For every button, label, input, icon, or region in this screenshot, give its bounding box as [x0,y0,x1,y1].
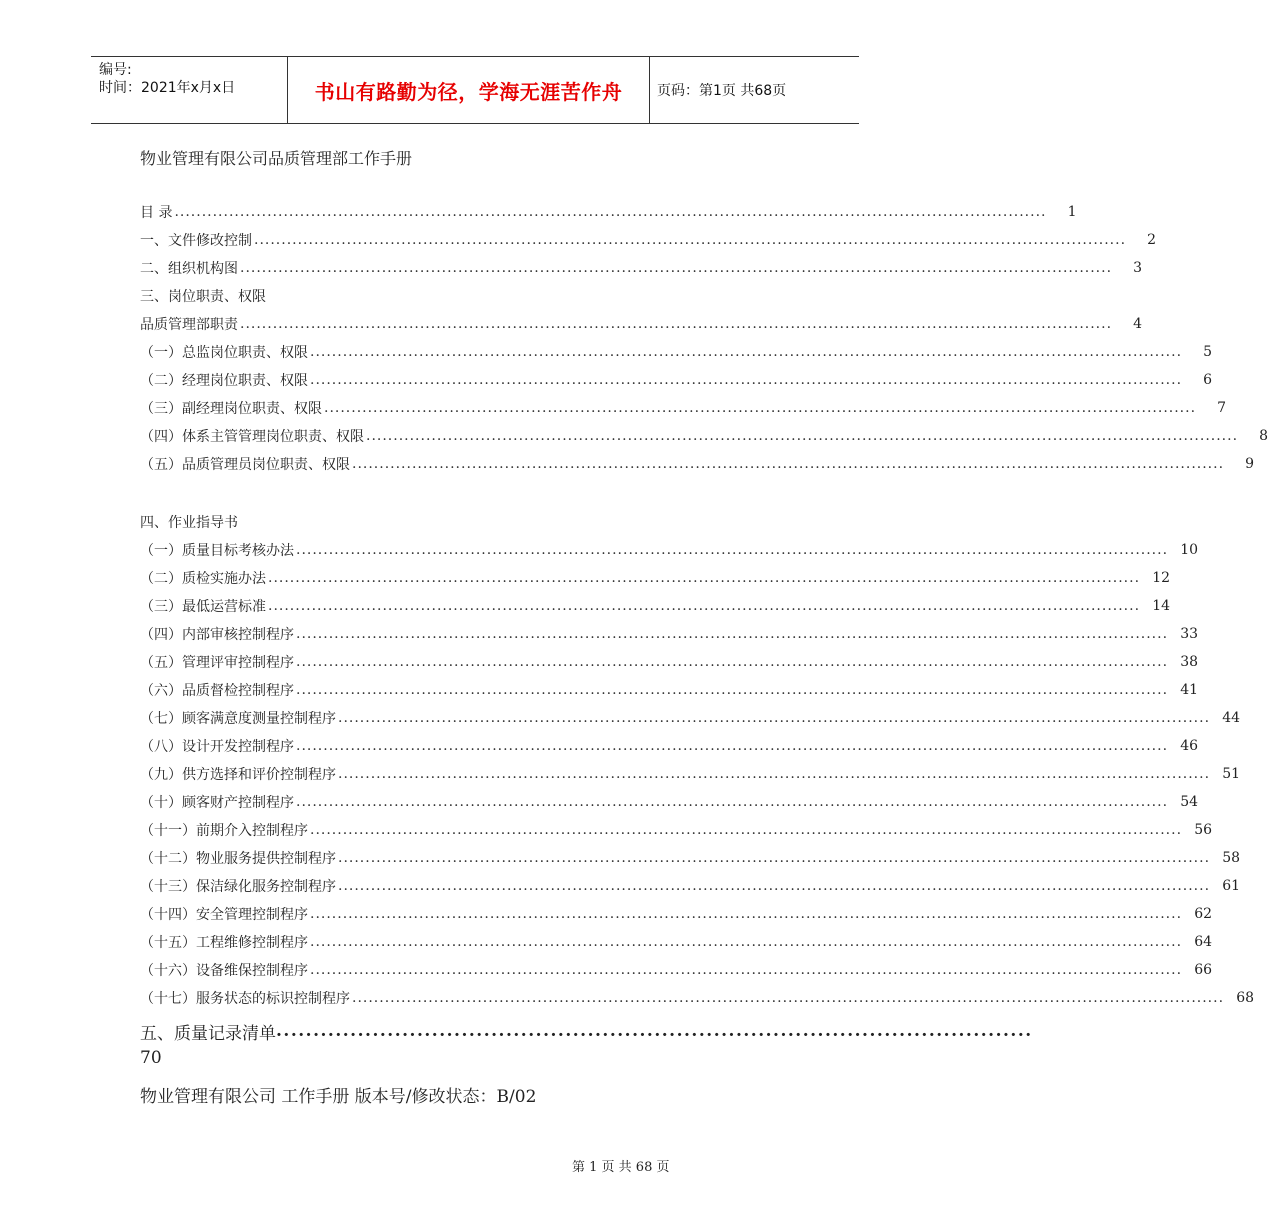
header-page-code: 页码：第1页 共68页 [657,83,787,99]
toc-leader-dots: ................................................................................................................................................................ [310,934,1183,950]
toc-entry [140,816,1213,844]
toc-leader-dots: ...................................................................................................... [276,1021,1033,1041]
toc-leader-dots: ................................................................................................................................................................ [254,232,1127,248]
toc-leader-dots: ................................................................................................................................................................ [310,344,1183,360]
toc-leader-dots: ................................................................................................................................................................ [352,456,1225,472]
toc-entry-page: 6 [1203,372,1213,388]
toc-leader-dots: ................................................................................................................................................................ [310,822,1183,838]
toc-entry-label: （十）顾客财产控制程序 [140,795,294,811]
toc-leader-dots: ................................................................................................................................................................ [338,850,1211,866]
toc-leader-dots: ................................................................................................................................................................ [296,542,1169,558]
toc-entry-page: 61 [1222,878,1241,894]
toc-leader-dots: ................................................................................................................................................................ [310,906,1183,922]
toc-entry-page: 10 [1180,542,1199,558]
toc-entry-page: 51 [1222,766,1241,782]
toc-entry-page: 14 [1152,598,1171,614]
toc-leader-dots: ................................................................................................................................................................ [352,990,1225,1006]
document-title: 物业管理有限公司品质管理部工作手册 [140,149,413,168]
toc-entry-label: （一）质量目标考核办法 [140,543,294,559]
toc-entry-label: （五）管理评审控制程序 [140,655,294,671]
toc-entry-page: 54 [1180,794,1199,810]
toc-entry [140,704,1241,732]
toc-entry [140,226,1157,254]
toc-entry-page: 5 [1203,344,1213,360]
document-version-line: 物业管理有限公司 工作手册 版本号/修改状态：B/02 [140,1087,537,1107]
time-label: 时间：2021年x月x日 [99,80,236,96]
toc-leader-dots: ................................................................................................................................................................ [268,598,1141,614]
toc-entry-label: （十五）工程维修控制程序 [140,935,308,951]
toc-entry [140,310,1143,338]
toc-leader-dots: ................................................................................................................................................................ [240,316,1113,332]
toc-entry [140,422,1268,450]
number-label: 编号: [99,62,132,78]
toc-entry [140,450,1255,478]
toc-entry-label: （八）设计开发控制程序 [140,739,294,755]
toc-entry [140,760,1241,788]
toc-entry-page: 68 [1236,990,1255,1006]
toc-entry [140,788,1199,816]
toc-entry-page: 2 [1147,232,1157,248]
toc-leader-dots: ................................................................................................................................................................ [310,372,1183,388]
toc-entry [140,872,1241,900]
toc-leader-dots: ................................................................................................................................................................ [338,710,1211,726]
toc-leader-dots: ................................................................................................................................................................ [338,878,1211,894]
toc-entry-page: 62 [1194,906,1213,922]
toc-entry [140,620,1199,648]
toc-leader-dots: ................................................................................................................................................................ [268,570,1141,586]
toc-entry-page: 70 [140,1048,162,1068]
toc-leader-dots: ................................................................................................................................................................ [338,766,1211,782]
toc-entry-page: 38 [1180,654,1199,670]
toc-entry-label: （十四）安全管理控制程序 [140,907,308,923]
toc-leader-dots: ................................................................................................................................................................ [174,204,1047,220]
toc-entry [140,844,1241,872]
toc-leader-dots: ................................................................................................................................................................ [296,654,1169,670]
toc-entry [140,282,736,310]
toc-entry-label: （七）顾客满意度测量控制程序 [140,711,336,727]
toc-entry-label: 目 录 [140,205,173,221]
toc-entry [140,198,1077,226]
toc-entry-page: 58 [1222,850,1241,866]
toc-entry-page: 33 [1180,626,1199,642]
toc-entry [140,956,1213,984]
toc-entry-label: 二、组织机构图 [140,261,238,277]
toc-entry-page: 8 [1259,428,1268,444]
toc-entry [140,254,1143,282]
toc-entry-page: 56 [1194,822,1213,838]
toc-entry-page: 44 [1222,710,1241,726]
toc-entry-label: （十七）服务状态的标识控制程序 [140,991,350,1007]
toc-entry-label: （十三）保洁绿化服务控制程序 [140,879,336,895]
toc-leader-dots: ................................................................................................................................................................ [324,400,1197,416]
toc-leader-dots: ................................................................................................................................................................ [366,428,1239,444]
toc-entry-label: 三、岗位职责、权限 [140,289,266,305]
toc-entry-page: 66 [1194,962,1213,978]
toc-entry-page: 41 [1180,682,1199,698]
toc-leader-dots: ................................................................................................................................................................ [296,794,1169,810]
toc-entry-label: 一、文件修改控制 [140,233,252,249]
page-footer: 第 1 页 共 68 页 [572,1160,670,1175]
toc-entry-label: （十一）前期介入控制程序 [140,823,308,839]
toc-entry-label: （三）副经理岗位职责、权限 [140,401,322,417]
toc-entry-quality-records [140,1016,1033,1046]
toc-entry [140,732,1199,760]
toc-entry-page: 46 [1180,738,1199,754]
toc-entry-label: 品质管理部职责 [140,317,238,333]
toc-entry-page: 1 [1067,204,1077,220]
toc-entry [140,676,1199,704]
toc-entry-page: 7 [1217,400,1227,416]
toc-entry [140,366,1213,394]
toc-entry-label: （三）最低运营标准 [140,599,266,615]
toc-leader-dots: ................................................................................................................................................................ [296,682,1169,698]
toc-leader-dots: ................................................................................................................................................................ [310,962,1183,978]
toc-entry-page: 64 [1194,934,1213,950]
toc-entry [140,564,1171,592]
toc-entry-label: （四）体系主管管理岗位职责、权限 [140,429,364,445]
toc-entry [140,536,1199,564]
toc-entry-page: 9 [1245,456,1255,472]
toc-entry [140,508,736,536]
toc-entry [140,338,1213,366]
toc-entry [140,984,1255,1012]
toc-entry-page: 12 [1152,570,1171,586]
toc-entry-label: （十六）设备维保控制程序 [140,963,308,979]
toc-entry-page: 3 [1133,260,1143,276]
toc-entry-label: （二）质检实施办法 [140,571,266,587]
toc-entry-label: （五）品质管理员岗位职责、权限 [140,457,350,473]
toc-entry-label: （四）内部审核控制程序 [140,627,294,643]
toc-entry [140,928,1213,956]
toc-leader-dots: ................................................................................................................................................................ [296,626,1169,642]
toc-entry [140,394,1227,422]
header-meta [99,61,235,97]
toc-entry-label: （十二）物业服务提供控制程序 [140,851,336,867]
toc-entry-label: 四、作业指导书 [140,515,238,531]
toc-entry [140,648,1199,676]
toc-leader-dots: ................................................................................................................................................................ [296,738,1169,754]
toc-entry [140,900,1213,928]
header-motto: 书山有路勤为径，学海无涯苦作舟 [314,79,623,104]
toc-entry-label: （九）供方选择和评价控制程序 [140,767,336,783]
page-header [91,56,859,124]
toc-entry [140,592,1171,620]
toc-entry-page: 4 [1133,316,1143,332]
toc-entry-label: （一）总监岗位职责、权限 [140,345,308,361]
header-divider [649,57,650,123]
toc-entry-label: 五、质量记录清单 [140,1023,276,1044]
toc-entry-label: （六）品质督检控制程序 [140,683,294,699]
toc-leader-dots: ................................................................................................................................................................ [240,260,1113,276]
toc-entry-label: （二）经理岗位职责、权限 [140,373,308,389]
